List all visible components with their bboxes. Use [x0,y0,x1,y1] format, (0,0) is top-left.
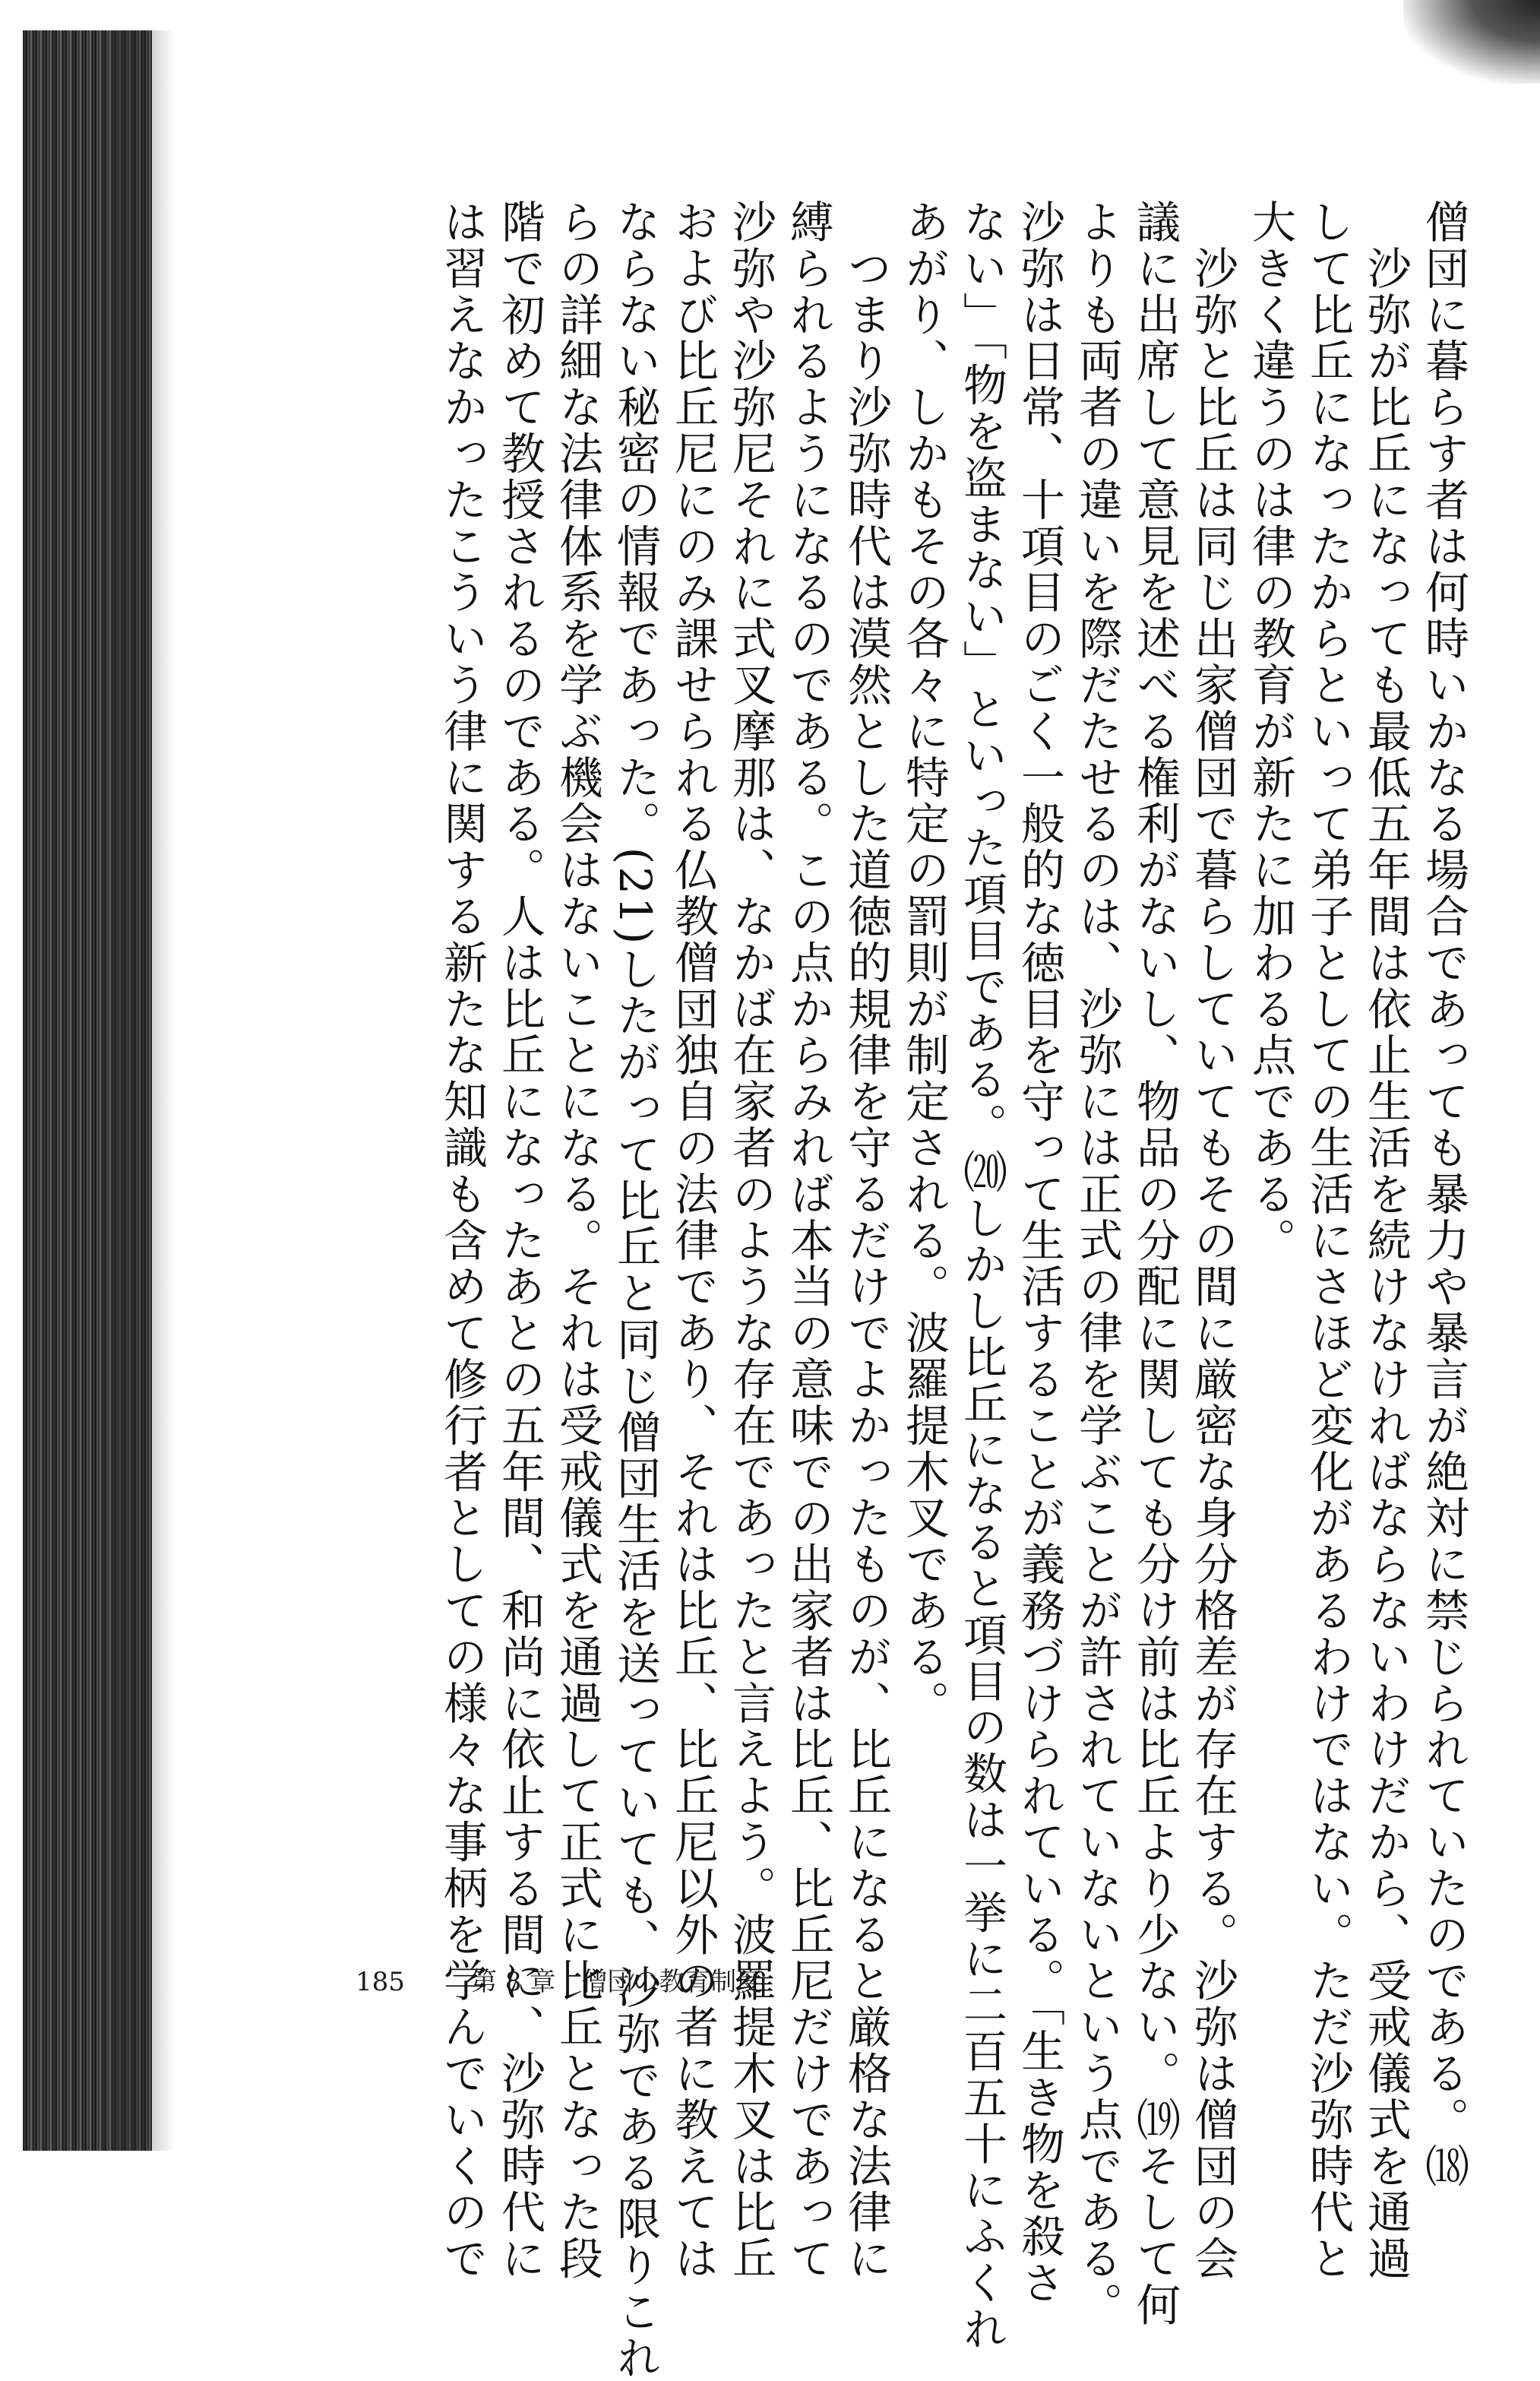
text-line-6: 議に出席して意見を述べる権利がないし、物品の分配に関しても分け前は比丘より少ない。⒆そして何 [1129,199,1181,2329]
text-line-8: 沙弥は日常、十項目のごく一般的な徳目を守って生活することが義務づけられている。「生き物を殺さ [1013,199,1065,2307]
text-line-7: よりも両者の違いを際だたせるのは、沙弥には正式の律を学ぶことが許されていないという点である。 [1071,199,1123,2329]
text-line-13: 沙弥や沙弥尼それに式叉摩那は、なかば在家者のような存在であったと言えよう。波羅提木叉は比丘 [725,199,776,2282]
page-number: 185 [356,1967,405,1997]
text-line-18: は習えなかったこういう律に関する新たな知識も含めて修行者としての様々な事柄を学んでいくので [436,199,488,2282]
corner-scan-shadow [1403,0,1540,84]
text-line-2: 沙弥が比丘になっても最低五年間は依止生活を続けなければならないわけだから、受戒儀式を通過 [1360,199,1412,2282]
text-line-16: らの詳細な法律体系を学ぶ機会はないことになる。それは受戒儀式を通過して正式に比丘となった段 [552,199,603,2282]
spine-gradient [114,30,175,2151]
text-line-12: 縛られるようになるのである。この点からみれば本当の意味での出家者は比丘、比丘尼だけであって [783,199,834,2282]
chapter-running-title: 第 8 章 僧団の教育制度 [471,1967,763,1997]
text-line-15: ならない秘密の情報であった。(21)したがって比丘と同じ僧団生活を送っていても、沙弥である限りこれ [609,199,661,2381]
text-line-3: して比丘になったからといって弟子としての生活にさほど変化があるわけではない。ただ沙弥時代と [1302,199,1354,2282]
text-line-14: および比丘尼にのみ課せられる仏教僧団独自の法律であり、それは比丘、比丘尼以外の者に教えては [667,199,719,2282]
text-line-5: 沙弥と比丘は同じ出家僧団で暮らしていてもその間に厳密な身分格差が存在する。沙弥は僧団の会 [1187,199,1238,2282]
text-line-10: あがり、しかもその各々に特定の罰則が制定される。波羅提木叉である。 [898,199,950,1727]
text-line-1: 僧団に暮らす者は何時いかなる場合であっても暴力や暴言が絶対に禁じられていたのである。⒅ [1418,199,1469,2189]
text-line-9: ない」「物を盗まない」といった項目である。⒇しかし比丘になると項目の数は一挙に二百五十にふくれ [956,199,1007,2353]
text-line-17: 階で初めて教授されるのである。人は比丘になったあとの五年間、和尚に依止する間に、沙弥時代に [494,199,545,2282]
text-line-11: つまり沙弥時代は漠然とした道徳的規律を守るだけでよかったものが、比丘になると厳格な法律に [840,199,892,2282]
text-line-4: 大きく違うのは律の教育が新たに加わる点である。 [1244,199,1296,1264]
